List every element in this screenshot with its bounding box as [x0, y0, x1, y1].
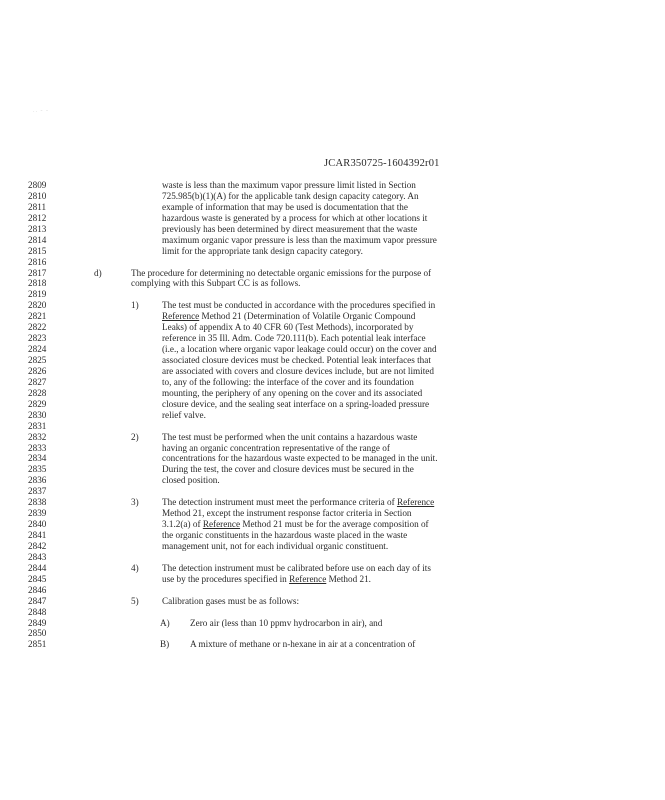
list-marker: 1): [131, 300, 139, 311]
line-text: 3.1.2(a) of Reference Method 21 must be for the average composition of: [162, 519, 429, 530]
line-number: 2847: [28, 595, 47, 606]
document-header: JCAR350725-1604392r01: [324, 158, 440, 169]
underlined-term: Reference: [289, 573, 327, 584]
line-number: 2834: [28, 453, 47, 464]
line-number: 2814: [28, 234, 47, 245]
list-marker: B): [160, 639, 170, 650]
document-line: [0, 278, 665, 289]
line-number: 2824: [28, 344, 47, 355]
document-line: [0, 563, 665, 574]
line-text: complying with this Subpart CC is as follows.: [131, 278, 301, 289]
list-marker: d): [94, 267, 102, 278]
document-line: [0, 508, 665, 519]
line-number: 2813: [28, 223, 47, 234]
line-number: 2850: [28, 628, 47, 639]
line-text: The test must be conducted in accordance with the procedures specified in: [162, 300, 436, 311]
line-text: Calibration gases must be as follows:: [162, 595, 300, 606]
document-line: [0, 399, 665, 410]
document-line: [0, 628, 665, 639]
document-line: [0, 530, 665, 541]
document-line: [0, 432, 665, 443]
line-number: 2817: [28, 267, 47, 278]
line-number: 2845: [28, 573, 47, 584]
document-line: [0, 607, 665, 618]
line-number: 2811: [28, 201, 47, 212]
line-text: mounting, the periphery of any opening on the cover and its associated: [162, 387, 423, 398]
line-number: 2832: [28, 431, 47, 442]
list-marker: 4): [131, 562, 139, 573]
line-number: 2831: [28, 420, 47, 431]
line-number: 2839: [28, 508, 47, 519]
document-line: [0, 213, 665, 224]
line-number: 2837: [28, 486, 47, 497]
document-line: [0, 180, 665, 191]
line-text: The procedure for determining no detectable organic emissions for the purpose of: [131, 267, 432, 278]
line-number: 2848: [28, 606, 47, 617]
line-text: management unit, not for each individual organic constituent.: [162, 540, 389, 551]
line-text: The detection instrument must be calibrated before use on each day of its: [162, 562, 431, 573]
document-line: [0, 486, 665, 497]
document-line: [0, 311, 665, 322]
document-line: [0, 618, 665, 629]
document-line: [0, 574, 665, 585]
line-number: 2826: [28, 365, 47, 376]
line-number: 2840: [28, 519, 47, 530]
document-line: [0, 497, 665, 508]
line-text: hazardous waste is generated by a process for which at other locations it: [162, 212, 428, 223]
line-text: example of information that may be used is documentation that the: [162, 201, 408, 212]
document-line: [0, 421, 665, 432]
line-text: 725.985(b)(1)(A) for the applicable tank design capacity category. An: [162, 190, 419, 201]
line-text: concentrations for the hazardous waste expected to be managed in the unit.: [162, 453, 438, 464]
line-text: relief valve.: [162, 409, 206, 420]
line-number: 2851: [28, 639, 47, 650]
document-line: [0, 235, 665, 246]
document-line: [0, 475, 665, 486]
line-number: 2823: [28, 333, 47, 344]
line-text: previously has been determined by direct measurement that the waste: [162, 223, 418, 234]
document-line: [0, 377, 665, 388]
document-body: [0, 180, 665, 650]
list-marker: 2): [131, 431, 139, 442]
line-text: Leaks) of appendix A to 40 CFR 60 (Test Methods), incorporated by: [162, 322, 414, 333]
line-number: 2846: [28, 584, 47, 595]
line-text: are associated with covers and closure devices include, but are not limited: [162, 365, 434, 376]
document-line: [0, 541, 665, 552]
line-text: associated closure devices must be checked. Potential leak interfaces that: [162, 355, 431, 365]
line-text: (i.e., a location where organic vapor leakage could occur) on the cover and: [162, 344, 437, 355]
line-text: having an organic concentration representative of the range of: [162, 442, 390, 453]
document-line: [0, 410, 665, 421]
line-number: 2842: [28, 540, 47, 551]
document-line: [0, 322, 665, 333]
underlined-term: Reference: [202, 519, 241, 530]
document-line: [0, 366, 665, 377]
line-number: 2825: [28, 355, 47, 365]
line-number: 2815: [28, 245, 47, 256]
faint-stamp: .. - -: [33, 108, 49, 114]
line-number: 2849: [28, 617, 47, 628]
line-text: limit for the appropriate tank design capacity category.: [162, 245, 363, 256]
line-number: 2838: [28, 497, 47, 508]
line-number: 2819: [28, 289, 47, 300]
line-text: maximum organic vapor pressure is less than the maximum vapor pressure: [162, 234, 437, 245]
line-number: 2836: [28, 475, 47, 486]
line-number: 2816: [28, 256, 47, 267]
line-text: use by the procedures specified in Reference Method 21.: [162, 573, 371, 584]
document-line: [0, 552, 665, 563]
line-number: 2828: [28, 387, 47, 398]
line-number: 2821: [28, 311, 47, 322]
document-line: [0, 344, 665, 355]
document-line: [0, 519, 665, 530]
line-text: to, any of the following: the interface of the cover and its foundation: [162, 376, 414, 387]
document-line: [0, 585, 665, 596]
line-text: closure device, and the sealing seat interface on a spring-loaded pressure: [162, 398, 430, 409]
line-text: Zero air (less than 10 ppmv hydrocarbon in air), and: [190, 617, 383, 628]
document-line: [0, 191, 665, 202]
document-line: [0, 300, 665, 311]
line-text: the organic constituents in the hazardous waste placed in the waste: [162, 530, 408, 540]
document-line: [0, 639, 665, 650]
line-number: 2843: [28, 551, 47, 562]
line-text: During the test, the cover and closure devices must be secured in the: [162, 464, 414, 475]
document-line: [0, 464, 665, 475]
underlined-term: Reference: [162, 311, 200, 322]
document-line: [0, 355, 665, 366]
list-marker: 5): [131, 595, 139, 606]
line-number: 2830: [28, 409, 47, 420]
line-text: The detection instrument must meet the performance criteria of Reference: [162, 497, 435, 508]
document-line: [0, 596, 665, 607]
line-number: 2829: [28, 398, 47, 409]
line-number: 2812: [28, 212, 47, 223]
document-line: [0, 388, 665, 399]
line-number: 2810: [28, 190, 47, 201]
document-line: [0, 453, 665, 464]
line-text: A mixture of methane or n-hexane in air at a concentration of: [190, 639, 416, 650]
line-number: 2844: [28, 562, 47, 573]
line-text: The test must be performed when the unit contains a hazardous waste: [162, 431, 418, 442]
line-number: 2841: [28, 530, 47, 540]
line-text: waste is less than the maximum vapor pressure limit listed in Section: [162, 180, 416, 190]
document-line: [0, 333, 665, 344]
list-marker: 3): [131, 497, 139, 508]
document-line: [0, 289, 665, 300]
line-text: reference in 35 Ill. Adm. Code 720.111(b). Each potential leak interface: [162, 333, 426, 344]
line-text: Method 21, except the instrument response factor criteria in Section: [162, 508, 412, 519]
line-number: 2827: [28, 376, 47, 387]
line-number: 2820: [28, 300, 47, 311]
underlined-term: Reference: [396, 497, 435, 508]
line-number: 2822: [28, 322, 47, 333]
line-number: 2835: [28, 464, 47, 475]
list-marker: A): [160, 617, 170, 628]
document-line: [0, 443, 665, 454]
line-number: 2818: [28, 278, 47, 289]
line-text: Reference Method 21 (Determination of Volatile Organic Compound: [162, 311, 416, 322]
line-text: closed position.: [162, 475, 220, 486]
document-line: [0, 268, 665, 279]
document-line: [0, 202, 665, 213]
document-line: [0, 246, 665, 257]
line-number: 2833: [28, 442, 47, 453]
document-line: [0, 257, 665, 268]
document-line: [0, 224, 665, 235]
line-number: 2809: [28, 180, 47, 190]
